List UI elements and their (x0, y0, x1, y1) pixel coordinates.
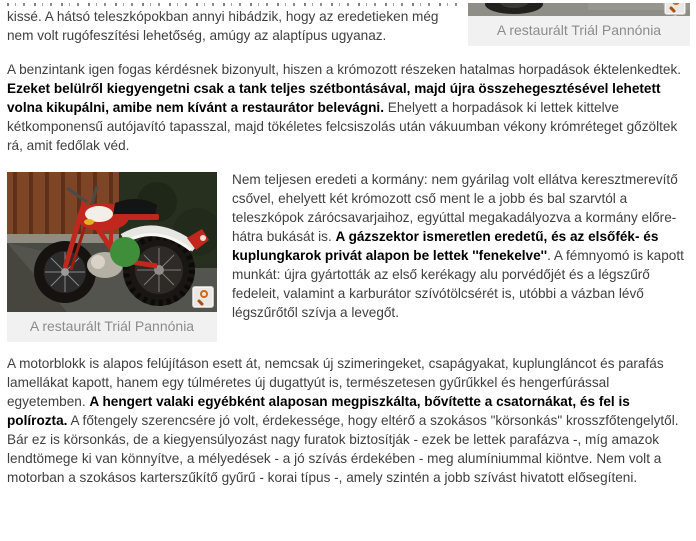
paragraph-benzintank (7, 60, 690, 155)
bold-text-run: Ezeket belülről kiegyengetni csak a tank teljes szétbontásával, majd újra összehegesztésével lehetett volna kikupálni, amibe nem kívánt a restaurátor belevágni. (7, 81, 661, 115)
text-run: kissé. A hátsó teleszkópokban annyi hibádzik, hogy az eredetieken még nem volt rugófeszítési lehetőség, amúgy az alaptípus ugyanaz. (7, 9, 439, 43)
restored-trial-pannonia-motorcycle-photo (7, 172, 217, 312)
clipped-text-line (7, 3, 459, 6)
text-run: Nem teljesen eredeti a kormány: nem gyárilag volt ellátva keresztmerevítő csővel, ehelyett két krómozott cső ment le a jobb és bal szarvtól a teleszkópok zárócsavarjaihoz, egyúttal megakadályozva a kormány előre-hátra bukását is. (232, 172, 678, 244)
pannonia-photo-left-thumbnail[interactable] (7, 172, 217, 312)
photo-caption-left: A restaurált Triál Pannónia (7, 312, 217, 342)
zoom-magnifier-icon[interactable] (192, 286, 214, 308)
text-run: A főtengely szerencsére jó volt, érdekessége, hogy eltérő a szokásos "körsonkás" krosszfőtengelytől. Bár ez is körsonkás, de a kiegyensúlyozást nagy furatok biztosítják - ezek be lettek parafázva -, míg amazok lendtömege ki van könnyítve, a mélyedések - a jó szívás érdekében - meg alumíniummal kiöntve. Nem volt a motorban a szokásos karterszűkítő gyűrű - korai típus -, amely szintén a jobb szívást hivatott elősegíteni. (7, 413, 679, 485)
figure-top-right (468, 3, 690, 46)
paragraph-motorblokk (7, 354, 690, 487)
text-run: A motorblokk is alapos felújításon esett át, nemcsak új szimeringeket, csapágyakat, kuplungláncot és parafás lamellákat kapott, hanem egy túlméretes új dugattyút is, természetesen gyűrűkkel és hengerfúrással egyetemben. (7, 356, 664, 409)
text-run: Ehelyett a horpadások ki lettek kittelve kétkomponensű autójavító tapasszal, majd tökéletes felcsiszolás után vákuumban vékony krómréteget gőzöltek rá, amit fedőlak véd. (7, 100, 678, 153)
bold-text-run: A hengert valaki egyébként alaposan megpiszkálta, bővítette a csatornákat, és fel is polírozta. (7, 394, 630, 428)
magnifier-glass-icon (200, 290, 208, 298)
magnifier-handle-icon (669, 6, 676, 13)
magnifier-handle-icon (197, 299, 204, 306)
asphalt-wheel-photo-fragment (468, 3, 690, 16)
text-run: A benzintank igen fogas kérdésnek bizonyult, hiszen a krómozott részeken hatalmas horpadások éktelenkedtek. (7, 62, 682, 77)
bold-text-run: A gázszektor ismeretlen eredetű, és az elsőfék- és kuplungkarok privát alapon be lettek ''fenekelve'' (232, 229, 659, 263)
figure-left (7, 172, 217, 342)
photo-caption-top: A restaurált Triál Pannónia (468, 16, 690, 46)
section-kormany (7, 170, 690, 334)
zoom-magnifier-icon[interactable] (664, 3, 686, 15)
text-run: . A fémnyomó is kapott munkát: újra gyártották az első kerékagy alu porvédőjét és a légszűrő fedeleit, valamint a karburátor szívótölcsérét is, utóbbi a vázban lévő légszűrőtől szívja a levegőt. (232, 248, 684, 320)
magnifier-glass-icon (672, 3, 680, 5)
pannonia-photo-top-thumbnail[interactable] (468, 3, 690, 16)
